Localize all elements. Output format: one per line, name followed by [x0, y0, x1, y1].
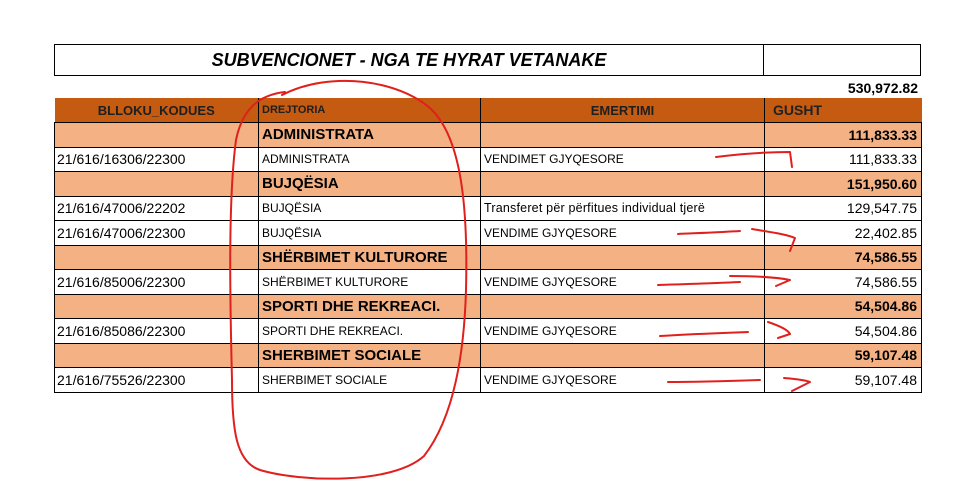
annotation-mark-4 [660, 322, 790, 338]
annotation-mark-3 [658, 276, 790, 286]
cell-vlera: 111,833.33 [765, 123, 922, 148]
cell-vlera: 129,547.75 [765, 196, 922, 221]
cell-kodi: 21/616/85086/22300 [55, 319, 259, 344]
cell-drejtoria: SHËRBIMET KULTURORE [259, 270, 481, 295]
cell-drejtoria: ADMINISTRATA [259, 147, 481, 172]
cell-drejtoria: SHERBIMET SOCIALE [259, 368, 481, 393]
cell-emertimi: Transferet për përfitues individual tjerë [481, 196, 765, 221]
cell-vlera: 74,586.55 [765, 270, 922, 295]
cell-vlera: 74,586.55 [765, 245, 922, 270]
cell-vlera: 59,107.48 [765, 368, 922, 393]
annotation-circle [230, 81, 466, 479]
cell-emertimi: VENDIME GJYQESORE [481, 319, 765, 344]
cell-drejtoria: SHERBIMET SOCIALE [259, 343, 481, 368]
cell-drejtoria: ADMINISTRATA [259, 123, 481, 148]
sheet-title: SUBVENCIONET - NGA TE HYRAT VETANAKE [54, 44, 764, 76]
cell-kodi: 21/616/16306/22300 [55, 147, 259, 172]
annotation-mark-1 [716, 152, 792, 167]
cell-drejtoria: SPORTI DHE REKREACI. [259, 319, 481, 344]
cell-vlera: 22,402.85 [765, 221, 922, 246]
header-gusht: GUSHT [765, 98, 922, 123]
cell-kodi: 21/616/85006/22300 [55, 270, 259, 295]
header-kodi: BLLOKU_KODUES [55, 98, 259, 123]
cell-emertimi: VENDIMET GJYQESORE [481, 147, 765, 172]
cell-kodi: 21/616/47006/22202 [55, 196, 259, 221]
cell-drejtoria: SPORTI DHE REKREACI. [259, 294, 481, 319]
cell-drejtoria: BUJQËSIA [259, 172, 481, 197]
cell-vlera: 151,950.60 [765, 172, 922, 197]
header-drejtoria: DREJTORIA [259, 98, 481, 123]
cell-kodi: 21/616/47006/22300 [55, 221, 259, 246]
annotation-mark-2 [678, 229, 795, 251]
cell-vlera: 54,504.86 [765, 319, 922, 344]
cell-emertimi: VENDIME GJYQESORE [481, 368, 765, 393]
cell-vlera: 111,833.33 [765, 147, 922, 172]
header-emertimi: EMERTIMI [481, 98, 765, 123]
cell-emertimi: VENDIME GJYQESORE [481, 221, 765, 246]
cell-emertimi: VENDIME GJYQESORE [481, 270, 765, 295]
cell-vlera: 54,504.86 [765, 294, 922, 319]
grand-total: 530,972.82 [847, 80, 918, 96]
cell-drejtoria: BUJQËSIA [259, 221, 481, 246]
cell-drejtoria: BUJQËSIA [259, 196, 481, 221]
cell-drejtoria: SHËRBIMET KULTURORE [259, 245, 481, 270]
annotation-mark-5 [668, 378, 810, 391]
cell-kodi: 21/616/75526/22300 [55, 368, 259, 393]
cell-vlera: 59,107.48 [765, 343, 922, 368]
